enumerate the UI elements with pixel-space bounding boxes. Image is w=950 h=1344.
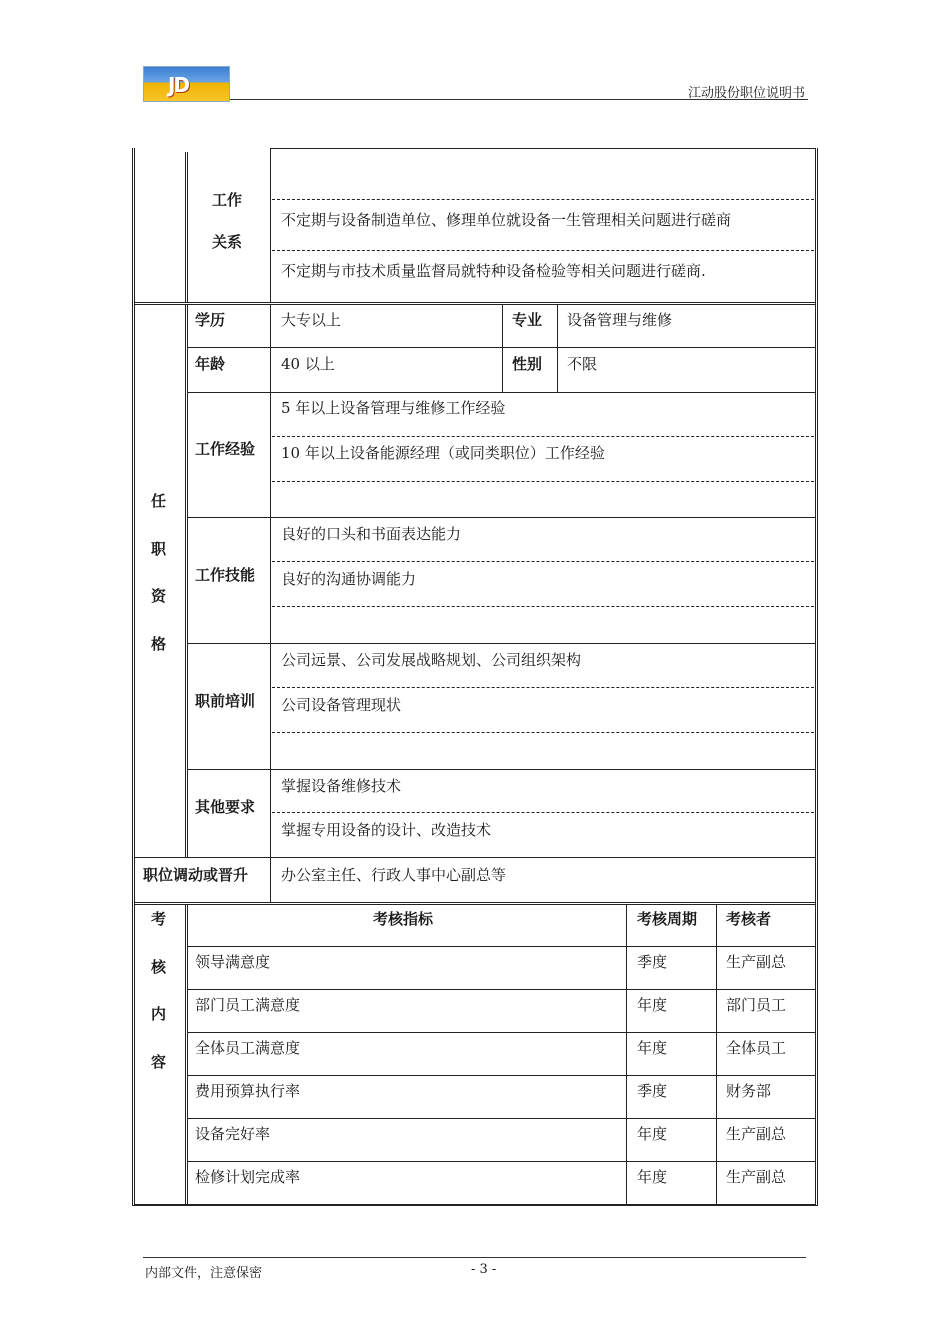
assessment-cycle: 季度	[637, 953, 668, 971]
major-value: 设备管理与维修	[567, 311, 673, 329]
assessment-section-label: 内	[151, 1005, 167, 1023]
work-relation-item: 不定期与市技术质量监督局就特种设备检验等相关问题进行磋商.	[281, 262, 706, 280]
experience-item: 5 年以上设备管理与维修工作经验	[281, 399, 506, 417]
other-item: 掌握专用设备的设计、改造技术	[281, 821, 492, 839]
major-label: 专业	[512, 311, 543, 329]
gender-label: 性别	[512, 355, 543, 373]
work-relation-item: 不定期与设备制造单位、修理单位就设备一生管理相关问题进行磋商	[281, 211, 732, 229]
skills-label: 工作技能	[195, 566, 256, 584]
assessment-indicator: 检修计划完成率	[195, 1168, 301, 1186]
other-label: 其他要求	[195, 798, 256, 816]
qualifications-section-label: 职	[151, 540, 167, 558]
training-item: 公司设备管理现状	[281, 696, 402, 714]
education-label: 学历	[195, 311, 226, 329]
page-number: - 3 -	[471, 1262, 497, 1277]
gender-value: 不限	[567, 355, 598, 373]
assessment-cycle: 年度	[637, 1039, 668, 1057]
assessment-indicator: 领导满意度	[195, 953, 271, 971]
assessment-assessor: 生产副总	[726, 953, 787, 971]
assessment-assessor: 财务部	[726, 1082, 772, 1100]
footer-rule	[143, 1257, 806, 1258]
assessment-indicator: 部门员工满意度	[195, 996, 301, 1014]
qualifications-section-label: 任	[151, 492, 167, 510]
assessment-section-label: 容	[151, 1053, 167, 1071]
promotion-label: 职位调动或晋升	[143, 866, 249, 884]
assessment-header-indicator: 考核指标	[373, 910, 434, 928]
assessment-indicator: 设备完好率	[195, 1125, 271, 1143]
confidential-note: 内部文件，注意保密	[145, 1266, 263, 1281]
assessment-cycle: 年度	[637, 996, 668, 1014]
skills-item: 良好的沟通协调能力	[281, 570, 417, 588]
assessment-header-assessor: 考核者	[726, 910, 772, 928]
other-item: 掌握设备维修技术	[281, 777, 402, 795]
assessment-section-label: 考	[151, 910, 167, 928]
experience-item: 10 年以上设备能源经理（或同类职位）工作经验	[281, 444, 605, 462]
age-label: 年龄	[195, 355, 226, 373]
assessment-assessor: 生产副总	[726, 1168, 787, 1186]
assessment-cycle: 季度	[637, 1082, 668, 1100]
assessment-cycle: 年度	[637, 1168, 668, 1186]
qualifications-section-label: 格	[151, 635, 167, 653]
experience-label: 工作经验	[195, 440, 256, 458]
assessment-indicator: 全体员工满意度	[195, 1039, 301, 1057]
assessment-header-cycle: 考核周期	[637, 910, 698, 928]
education-value: 大专以上	[281, 311, 342, 329]
skills-item: 良好的口头和书面表达能力	[281, 525, 462, 543]
work-relations-label-1: 工作	[212, 191, 243, 209]
assessment-cycle: 年度	[637, 1125, 668, 1143]
assessment-section-label: 核	[151, 958, 167, 976]
assessment-indicator: 费用预算执行率	[195, 1082, 301, 1100]
assessment-assessor: 全体员工	[726, 1039, 787, 1057]
work-relations-label-2: 关系	[212, 233, 243, 251]
assessment-assessor: 生产副总	[726, 1125, 787, 1143]
age-value: 40 以上	[281, 355, 335, 373]
training-item: 公司远景、公司发展战略规划、公司组织架构	[281, 651, 582, 669]
company-logo: JD	[143, 66, 230, 102]
training-label: 职前培训	[195, 692, 256, 710]
qualifications-section-label: 资	[151, 587, 167, 605]
assessment-assessor: 部门员工	[726, 996, 787, 1014]
promotion-value: 办公室主任、行政人事中心副总等	[281, 866, 507, 884]
document-title: 江动股份职位说明书	[687, 86, 805, 101]
